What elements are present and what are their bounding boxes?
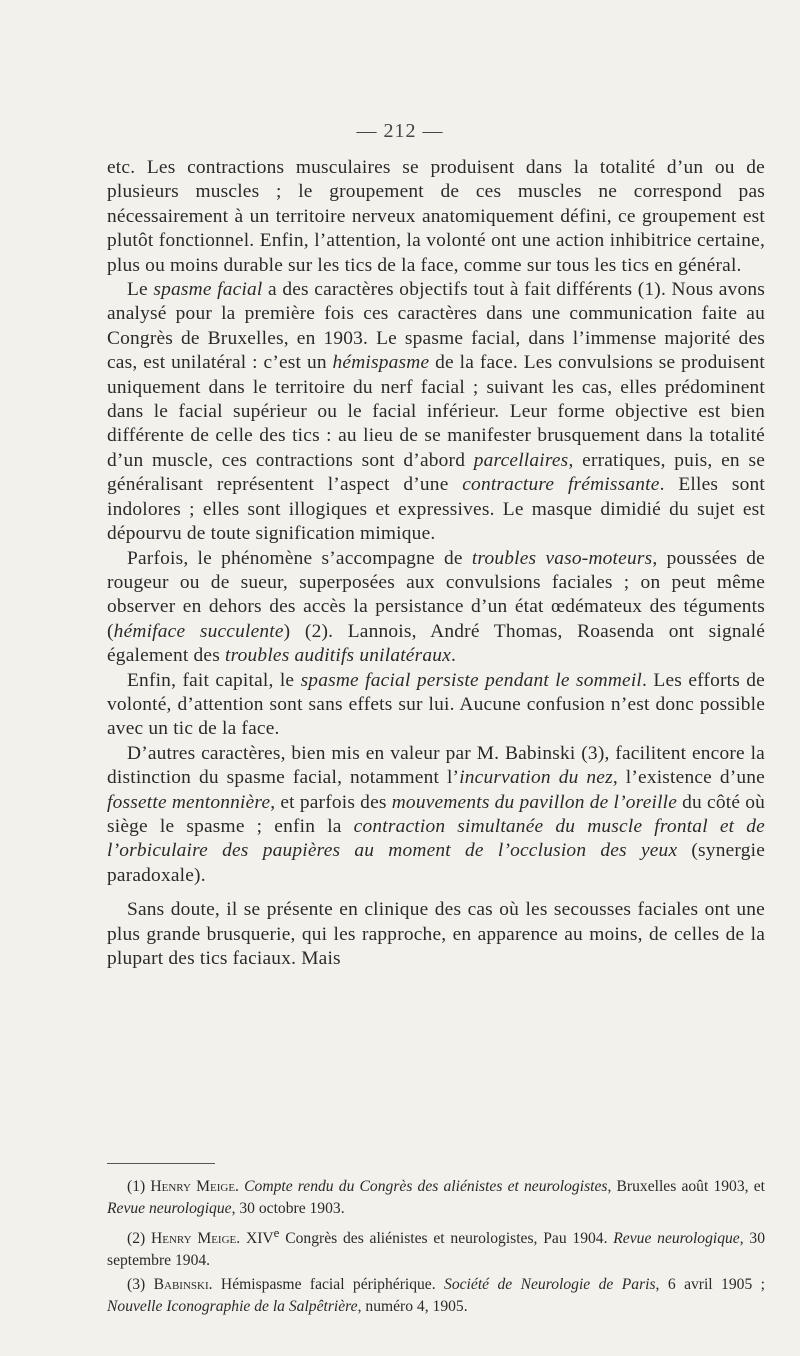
- paragraph-4: Enfin, fait capital, le spasme facial persiste pendant le sommeil. Les efforts de volonté, d’attention sont sans effets sur lui. Aucune confusion n’est donc possible avec un tic de la face.: [107, 669, 765, 740]
- paragraph-5: D’autres caractères, bien mis en valeur par M. Babinski (3), facilitent encore la distinction du spasme facial, notamment l’incurvation du nez, l’existence d’une fossette mentonnière, et parfois des mouvements du pavillon de l’oreille du côté où siège le spasme ; enfin la contraction simultanée du muscle frontal et de l’orbiculaire des paupières au moment de l’occlusion des yeux (synergie paradoxale).: [107, 742, 765, 886]
- paragraph-1: etc. Les contractions musculaires se produisent dans la totalité d’un ou de plusieurs muscles ; le groupement de ces muscles ne correspond pas nécessairement à un territoire nerveux anatomiquement défini, ce groupement est plutôt fonctionnel. Enfin, l’attention, la volonté ont une action inhibitrice certaine, plus ou moins durable sur les tics de la face, comme sur tous les tics en général.: [107, 157, 765, 276]
- paragraph-6: Sans doute, il se présente en clinique des cas où les secousses faciales ont une plus grande brusquerie, qui les rapproche, en apparence au moins, de celles de la plupart des tics faciaux. Mais: [107, 899, 765, 969]
- paragraph-3: Parfois, le phénomène s’accompagne de troubles vaso-moteurs, poussées de rougeur ou de sueur, superposées aux convulsions faciales ; on peut même observer en dehors des accès la persistance d’un état œdémateux des téguments (hémiface succulente) (2). Lannois, André Thomas, Roasenda ont signalé également des troubles auditifs unilatéraux.: [107, 547, 765, 667]
- footnotes: [107, 1176, 765, 1320]
- footnote-1: (1) Henry Meige. Compte rendu du Congrès des aliénistes et neurologistes, Bruxelles août 1903, et Revue neurologique, 30 octobre 1903.: [107, 1178, 765, 1217]
- footnote-2: (2) Henry Meige. XIVe Congrès des aliénistes et neurologistes, Pau 1904. Revue neurologique, 30 septembre 1904.: [107, 1225, 766, 1270]
- paragraph-2: Le spasme facial a des caractères objectifs tout à fait différents (1). Nous avons analysé pour la première fois ces caractères dans une communication faite au Congrès de Bruxelles, en 1903. Le spasme facial, dans l’immense majorité des cas, est unilatéral : c’est un hémispasme de la face. Les convulsions se produisent uniquement dans le territoire du nerf facial ; suivant les cas, elles prédominent dans le facial supérieur ou le facial inférieur. Leur forme objective est bien différente de celle des tics : au lieu de se manifester brusquement dans la totalité d’un muscle, ces contractions sont d’abord parcellaires, erratiques, puis, en se généralisant représentent l’aspect d’une contracture frémissante. Elles sont indolores ; elles sont illogiques et expressives. Le masque dimidié du sujet est dépourvu de toute signification mimique.: [107, 279, 765, 545]
- footnote-3: (3) Babinski. Hémispasme facial périphérique. Société de Neurologie de Paris, 6 avril 1905 ; Nouvelle Iconographie de la Salpêtrière, numéro 4, 1905.: [107, 1276, 765, 1316]
- footnote-divider: [107, 1163, 215, 1164]
- main-text: [107, 156, 765, 971]
- page-number: — 212 —: [356, 120, 444, 142]
